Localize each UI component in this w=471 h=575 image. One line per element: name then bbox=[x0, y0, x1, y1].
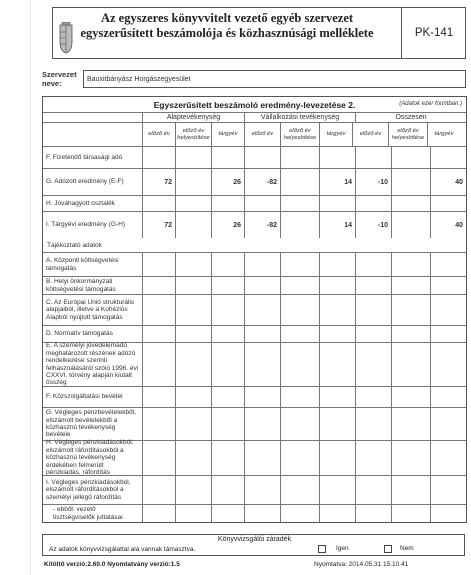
info-row-label: - ebből: vezető tisztségviselők juttatásai bbox=[53, 506, 123, 521]
group-header-spacer bbox=[43, 113, 142, 122]
value-cell[interactable] bbox=[211, 147, 244, 168]
value-cell[interactable] bbox=[175, 147, 211, 168]
row-label: H. Jóváhagyott osztalék bbox=[46, 199, 116, 207]
value-cell[interactable] bbox=[142, 343, 175, 386]
value-cell[interactable] bbox=[430, 295, 466, 325]
value-cell[interactable] bbox=[280, 277, 319, 294]
table-row bbox=[43, 147, 466, 169]
form-title-line1: Az egyszeres könyvvitelt vezető egyéb szervezet bbox=[100, 11, 354, 25]
info-row bbox=[43, 277, 466, 295]
value-cell[interactable] bbox=[280, 408, 319, 440]
value-cell[interactable] bbox=[391, 505, 430, 522]
value-cell[interactable] bbox=[175, 253, 211, 276]
info-row bbox=[43, 387, 466, 408]
value-cell[interactable] bbox=[175, 212, 211, 238]
value-cell[interactable] bbox=[355, 147, 391, 168]
value-cell[interactable] bbox=[355, 343, 391, 386]
value-cell[interactable] bbox=[355, 476, 391, 504]
value-cell[interactable] bbox=[244, 441, 280, 475]
value-cell[interactable] bbox=[244, 277, 280, 294]
value-cell[interactable] bbox=[391, 441, 430, 475]
value-cell[interactable] bbox=[280, 196, 319, 211]
value-cell[interactable] bbox=[211, 196, 244, 211]
value-cell[interactable] bbox=[319, 147, 355, 168]
value-cell[interactable] bbox=[211, 253, 244, 276]
value-cell[interactable] bbox=[175, 295, 211, 325]
value-cell[interactable] bbox=[142, 295, 175, 325]
value-cell[interactable] bbox=[244, 253, 280, 276]
info-row-label: B. Helyi önkormányzati költségvetési támogatás bbox=[46, 278, 116, 293]
organization-label bbox=[42, 70, 77, 88]
value-cell[interactable] bbox=[355, 277, 391, 294]
info-section-row bbox=[43, 238, 466, 253]
subheader-cell: előző év helyesbítése bbox=[175, 123, 211, 146]
value-cell[interactable] bbox=[430, 343, 466, 386]
subheader-cell: előző év bbox=[142, 123, 175, 146]
info-row bbox=[43, 408, 466, 441]
value-cell[interactable] bbox=[280, 253, 319, 276]
value-cell[interactable] bbox=[391, 169, 430, 195]
group-header-row bbox=[43, 113, 466, 123]
value-cell[interactable] bbox=[175, 169, 211, 195]
organization-name-field[interactable]: Bauxitbányász Horgászegyesület bbox=[83, 70, 466, 88]
organization-label-line1: Szervezet bbox=[42, 70, 77, 79]
value-cell[interactable] bbox=[175, 277, 211, 294]
value-cell[interactable] bbox=[391, 343, 430, 386]
value-cell[interactable] bbox=[319, 277, 355, 294]
value-cell[interactable] bbox=[175, 343, 211, 386]
value-cell[interactable] bbox=[244, 196, 280, 211]
audit-clause-box bbox=[42, 534, 465, 556]
info-row-label: H. Végleges pénzkiadásokból, elszámolt ráfordításokból a közhasznú tevékenység érdekében felmerült pénzkiadás, ráfordítás bbox=[46, 439, 134, 477]
info-row-label: E. A személyi jövedelemadó meghatározott részének adózó rendelkezése szerinti felhasználásáról szóló 1996. évi CXXVI. törvény alapján kiutalt összeg bbox=[46, 342, 139, 387]
value-cell[interactable]: -82 bbox=[244, 212, 280, 238]
value-cell[interactable] bbox=[319, 295, 355, 325]
value-cell[interactable] bbox=[391, 147, 430, 168]
value-cell[interactable] bbox=[175, 326, 211, 342]
audit-yes-label: Igen bbox=[336, 545, 349, 552]
value-cell[interactable] bbox=[142, 147, 175, 168]
value-cell[interactable] bbox=[280, 343, 319, 386]
value-cell[interactable] bbox=[244, 476, 280, 504]
value-cell[interactable] bbox=[355, 408, 391, 440]
value-cell[interactable] bbox=[244, 343, 280, 386]
unit-note: (Adatok ezer forintban.) bbox=[399, 101, 462, 107]
value-cell[interactable] bbox=[142, 196, 175, 211]
report-title: Egyszerűsített beszámoló eredmény-levezetése 2. bbox=[153, 99, 356, 110]
value-cell[interactable] bbox=[211, 343, 244, 386]
value-cell[interactable] bbox=[142, 408, 175, 440]
value-cell[interactable] bbox=[430, 441, 466, 475]
group-header-core: Alaptevékenység bbox=[142, 113, 244, 122]
value-cell[interactable] bbox=[319, 387, 355, 407]
value-cell[interactable] bbox=[430, 326, 466, 342]
value-cell[interactable] bbox=[391, 196, 430, 211]
value-cell[interactable] bbox=[355, 326, 391, 342]
value-cell[interactable] bbox=[319, 505, 355, 522]
value-cell[interactable] bbox=[280, 212, 319, 238]
value-cell[interactable] bbox=[319, 196, 355, 211]
value-cell[interactable]: -10 bbox=[355, 169, 391, 195]
value-cell[interactable]: 72 bbox=[142, 169, 175, 195]
value-cell[interactable] bbox=[280, 295, 319, 325]
value-cell[interactable] bbox=[280, 169, 319, 195]
value-cell[interactable] bbox=[142, 326, 175, 342]
subheader-cell: előző év bbox=[352, 123, 388, 146]
report-table bbox=[42, 96, 467, 523]
value-cell[interactable] bbox=[280, 441, 319, 475]
value-cell[interactable]: 14 bbox=[319, 212, 355, 238]
value-cell[interactable] bbox=[391, 408, 430, 440]
value-cell[interactable] bbox=[391, 476, 430, 504]
value-cell[interactable] bbox=[430, 408, 466, 440]
value-cell[interactable] bbox=[142, 441, 175, 475]
subheader-spacer bbox=[43, 123, 142, 146]
info-row bbox=[43, 441, 466, 476]
group-header-total: Összesen bbox=[355, 113, 466, 122]
info-rows bbox=[43, 253, 466, 522]
value-cell[interactable] bbox=[355, 295, 391, 325]
value-cell[interactable] bbox=[211, 441, 244, 475]
value-cell[interactable] bbox=[355, 441, 391, 475]
value-cell[interactable] bbox=[142, 253, 175, 276]
subheader-cell: előző év helyesbítése bbox=[388, 123, 427, 146]
audit-clause-text: Az adatok könyvvizsgálattal alá vannak támasztva. bbox=[49, 546, 196, 553]
value-cell[interactable] bbox=[211, 295, 244, 325]
value-cell[interactable] bbox=[391, 277, 430, 294]
value-cell[interactable] bbox=[175, 441, 211, 475]
value-cell[interactable] bbox=[244, 147, 280, 168]
form-title-line2: egyszerűsített beszámolója és közhasznúsági melléklete bbox=[80, 26, 374, 40]
value-cell[interactable] bbox=[319, 441, 355, 475]
subheader-cell: előző év bbox=[244, 123, 280, 146]
table-row bbox=[43, 212, 466, 238]
audit-yes-checkbox[interactable] bbox=[318, 545, 326, 553]
audit-clause-title: Könyvvizsgálói záradék bbox=[217, 536, 292, 543]
value-cell[interactable] bbox=[430, 505, 466, 522]
row-label: F. Fizetendő társasági adó bbox=[46, 153, 123, 161]
value-cell[interactable] bbox=[211, 476, 244, 504]
scan-shadow bbox=[30, 0, 31, 575]
value-cell[interactable]: -10 bbox=[355, 212, 391, 238]
info-row bbox=[43, 326, 466, 343]
value-cell[interactable] bbox=[175, 476, 211, 504]
form-title bbox=[53, 11, 401, 41]
organization-label-line2: neve: bbox=[42, 79, 62, 88]
audit-no-label: Nem bbox=[400, 545, 414, 552]
value-cell[interactable] bbox=[391, 295, 430, 325]
value-cell[interactable] bbox=[175, 505, 211, 522]
subheader-cell: tárgyév bbox=[211, 123, 244, 146]
audit-no-checkbox[interactable] bbox=[384, 545, 392, 553]
info-row-label: G. Végleges pénzbevételekből, elszámolt bevételekből a közhasznú tevékenység bevétele bbox=[46, 409, 136, 439]
subheader-cell: tárgyév bbox=[319, 123, 352, 146]
value-cell[interactable] bbox=[430, 253, 466, 276]
value-cell[interactable] bbox=[175, 387, 211, 407]
value-cell[interactable] bbox=[391, 387, 430, 407]
value-cell[interactable] bbox=[355, 253, 391, 276]
value-cell[interactable] bbox=[244, 295, 280, 325]
info-row bbox=[43, 295, 466, 326]
value-cell[interactable] bbox=[244, 387, 280, 407]
info-row bbox=[43, 343, 466, 387]
row-label: G. Adózott eredmény (E-F) bbox=[46, 178, 124, 186]
value-cell[interactable] bbox=[175, 408, 211, 440]
value-cell[interactable] bbox=[280, 505, 319, 522]
value-cell[interactable] bbox=[142, 277, 175, 294]
value-cell[interactable]: 72 bbox=[142, 212, 175, 238]
value-cell[interactable]: 40 bbox=[430, 212, 466, 238]
value-cell[interactable] bbox=[319, 253, 355, 276]
value-cell[interactable] bbox=[319, 408, 355, 440]
value-cell[interactable] bbox=[430, 277, 466, 294]
subheader-row bbox=[43, 123, 466, 147]
value-cell[interactable] bbox=[175, 196, 211, 211]
value-cell[interactable] bbox=[244, 326, 280, 342]
info-row-label: I. Végleges pénzkiadásokból, elszámolt ráfordításokból a személyi jellegű ráfordítás bbox=[46, 478, 131, 501]
value-cell[interactable] bbox=[280, 147, 319, 168]
filler-version: Kitöltő verzió:2.60.0 Nyomtatvány verzió:1.5 bbox=[44, 561, 180, 568]
table-row bbox=[43, 196, 466, 212]
value-cell[interactable] bbox=[391, 212, 430, 238]
value-cell[interactable]: 14 bbox=[319, 169, 355, 195]
value-cell[interactable] bbox=[211, 505, 244, 522]
value-cell[interactable] bbox=[211, 387, 244, 407]
data-rows bbox=[43, 147, 466, 238]
value-cell[interactable] bbox=[211, 408, 244, 440]
info-row bbox=[43, 253, 466, 277]
value-cell[interactable] bbox=[211, 277, 244, 294]
info-row-label: D. Normatív támogatás bbox=[46, 330, 113, 338]
value-cell[interactable] bbox=[280, 387, 319, 407]
report-title-row bbox=[43, 97, 466, 113]
info-row-label: F. Közszolgáltatási bevétel bbox=[46, 393, 123, 401]
value-cell[interactable] bbox=[211, 326, 244, 342]
value-cell[interactable] bbox=[391, 253, 430, 276]
form-header bbox=[52, 7, 466, 59]
subheader-cell: tárgyév bbox=[427, 123, 460, 146]
value-cell[interactable] bbox=[355, 196, 391, 211]
value-cell[interactable] bbox=[142, 505, 175, 522]
form-code: PK-141 bbox=[401, 8, 466, 58]
info-row bbox=[43, 476, 466, 505]
value-cell[interactable] bbox=[280, 476, 319, 504]
group-header-business: Vállalkozási tevékenység bbox=[244, 113, 355, 122]
value-cell[interactable] bbox=[142, 387, 175, 407]
print-timestamp: Nyomtatva: 2014.05.31 15.10.41 bbox=[314, 561, 409, 568]
value-cell[interactable] bbox=[319, 343, 355, 386]
value-cell[interactable] bbox=[430, 387, 466, 407]
subheader-cell: előző év helyesbítése bbox=[280, 123, 319, 146]
table-row bbox=[43, 169, 466, 196]
value-cell[interactable] bbox=[319, 476, 355, 504]
info-row-label: A. Központi költségvetési támogatás bbox=[46, 257, 119, 272]
value-cell[interactable] bbox=[430, 147, 466, 168]
value-cell[interactable] bbox=[244, 408, 280, 440]
value-cell[interactable] bbox=[355, 505, 391, 522]
value-cell[interactable]: 26 bbox=[211, 212, 244, 238]
value-cell[interactable] bbox=[142, 476, 175, 504]
value-cell[interactable] bbox=[244, 505, 280, 522]
value-cell[interactable] bbox=[430, 196, 466, 211]
value-cell[interactable] bbox=[280, 326, 319, 342]
info-row bbox=[43, 505, 466, 522]
value-cell[interactable] bbox=[391, 326, 430, 342]
value-cell[interactable] bbox=[430, 476, 466, 504]
info-row-label: C. Az Európai Unió strukturális alapjaiból, illetve a Kohéziós Alapból nyújtott támogatás bbox=[46, 298, 135, 321]
value-cell[interactable] bbox=[319, 326, 355, 342]
value-cell[interactable] bbox=[355, 387, 391, 407]
info-section-title: Tájékoztató adatok bbox=[47, 241, 102, 249]
value-cell[interactable]: -82 bbox=[244, 169, 280, 195]
value-cell[interactable]: 26 bbox=[211, 169, 244, 195]
value-cell[interactable]: 40 bbox=[430, 169, 466, 195]
row-label: I. Tárgyévi eredmény (G-H) bbox=[46, 221, 125, 229]
